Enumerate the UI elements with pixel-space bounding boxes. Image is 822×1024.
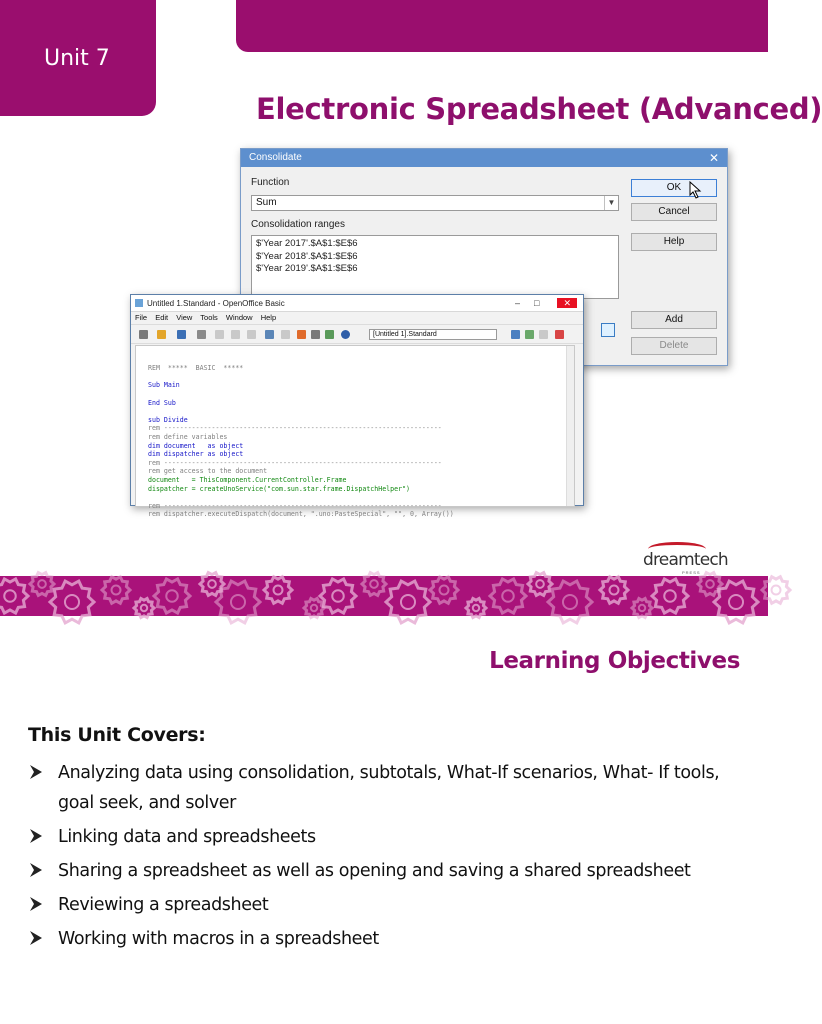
gear-icon (632, 599, 652, 618)
close-icon[interactable]: ✕ (557, 298, 577, 308)
objective-item (28, 890, 758, 920)
objective-text: Working with macros in a spreadsheet (58, 929, 379, 949)
editor-menubar (131, 312, 583, 324)
close-icon[interactable]: ✕ (708, 151, 719, 165)
function-value: Sum (256, 197, 277, 208)
arrow-bullet-icon (28, 860, 44, 880)
function-label: Function (251, 177, 290, 188)
objectives-list (28, 758, 758, 958)
gear-icon (430, 577, 458, 604)
dreamtech-logo (640, 540, 728, 574)
page-title: Electronic Spreadsheet (Advanced) (256, 92, 822, 126)
gears-decoration (0, 576, 768, 616)
range-item[interactable]: $'Year 2019'.$A$1:$E$6 (256, 263, 358, 274)
paste-icon[interactable] (247, 330, 256, 339)
code-line: rem ---------------------------------------------------------------------- (148, 501, 442, 510)
gear-icon (466, 599, 486, 618)
gear-icon (600, 577, 628, 604)
gear-icon (216, 581, 260, 623)
undo-icon[interactable] (265, 330, 274, 339)
save-icon[interactable] (177, 330, 186, 339)
gear-icon (714, 581, 758, 623)
menu-tools[interactable]: Tools (200, 313, 218, 322)
objective-text: Sharing a spreadsheet as well as opening and saving a shared spreadsheet (58, 861, 691, 881)
app-icon (135, 299, 143, 307)
dialog-icon[interactable] (325, 330, 334, 339)
logo-text: dreamtech (643, 550, 728, 570)
arrow-bullet-icon (28, 826, 44, 846)
arrow-bullet-icon (28, 762, 44, 782)
objective-item (28, 924, 758, 954)
gear-icon (762, 577, 790, 604)
run-icon[interactable] (525, 330, 534, 339)
code-line: End Sub (148, 398, 176, 407)
editor-titlebar (131, 295, 583, 312)
delete-button[interactable]: Delete (631, 337, 717, 355)
code-line (148, 373, 574, 382)
learning-objectives-title: Learning Objectives (489, 648, 740, 674)
code-line: document = ThisComponent.CurrentController.Frame (148, 475, 347, 484)
new-icon[interactable] (139, 330, 148, 339)
open-icon[interactable] (157, 330, 166, 339)
ranges-label: Consolidation ranges (251, 219, 345, 230)
mouse-cursor-icon (689, 181, 703, 199)
code-line: rem ---------------------------------------------------------------------- (148, 424, 442, 433)
code-line: Sub Main (148, 381, 180, 390)
gear-icon (386, 581, 430, 623)
unit-label: Unit 7 (44, 46, 110, 71)
consolidation-ranges-list[interactable] (251, 235, 619, 299)
gear-icon (264, 577, 292, 604)
library-combo-value: [Untitled 1].Standard (373, 331, 437, 338)
objective-text: Reviewing a spreadsheet (58, 895, 269, 915)
module-icon[interactable] (311, 330, 320, 339)
unit-tab (0, 0, 156, 116)
logo-subtext: PRESS (682, 570, 701, 575)
gears-band (0, 576, 768, 616)
window-controls (515, 295, 577, 312)
print-icon[interactable] (197, 330, 206, 339)
redo-icon[interactable] (281, 330, 290, 339)
gear-icon (528, 573, 552, 596)
objective-item (28, 822, 758, 852)
add-button[interactable]: Add (631, 311, 717, 329)
copy-icon[interactable] (231, 330, 240, 339)
dialog-titlebar (241, 149, 727, 167)
help-button[interactable]: Help (631, 233, 717, 251)
objective-item (28, 856, 758, 886)
code-line (148, 390, 574, 399)
objective-text: Linking data and spreadsheets (58, 827, 316, 847)
shrink-icon[interactable] (601, 323, 615, 337)
function-select[interactable] (251, 195, 619, 211)
basic-editor-window (130, 294, 584, 519)
code-line: dispatcher = createUnoService("com.sun.star.frame.DispatchHelper") (148, 484, 411, 493)
gear-icon (102, 577, 130, 604)
menu-file[interactable]: File (135, 313, 148, 322)
header-bar (236, 0, 768, 52)
dialog-title: Consolidate (249, 152, 302, 163)
gear-icon (30, 573, 54, 596)
code-editor[interactable] (135, 345, 575, 519)
stop-icon[interactable] (539, 330, 548, 339)
menu-window[interactable]: Window (225, 313, 253, 322)
gear-icon (548, 581, 592, 623)
objective-text: Analyzing data using consolidation, subtotals, What-If scenarios, What- If tools, goal seek, and solver (58, 763, 720, 813)
macro-icon[interactable] (297, 330, 306, 339)
gear-icon (50, 581, 94, 623)
minimize-icon[interactable]: – (515, 298, 535, 308)
code-line: rem get access to the document (148, 467, 268, 476)
gear-icon (304, 599, 324, 618)
code-line (148, 493, 574, 502)
ok-button[interactable]: OK (631, 179, 717, 197)
cancel-button[interactable]: Cancel (631, 203, 717, 221)
code-line: dim document as object (148, 441, 244, 450)
range-item[interactable]: $'Year 2018'.$A$1:$E$6 (256, 250, 358, 262)
breakpoint-icon[interactable] (555, 330, 564, 339)
gear-icon (134, 599, 154, 618)
compile-icon[interactable] (511, 330, 520, 339)
menu-help[interactable]: Help (260, 313, 277, 322)
arrow-bullet-icon (28, 894, 44, 914)
gear-icon (362, 573, 386, 596)
gear-icon (490, 579, 526, 613)
code-line: rem dispatcher.executeDispatch(document, ".uno:PasteSpecial", "", 0, Array()) (148, 510, 454, 519)
cut-icon[interactable] (215, 330, 224, 339)
editor-title: Untitled 1.Standard - OpenOffice Basic (147, 299, 285, 308)
editor-scrollbar[interactable] (566, 346, 574, 506)
gear-icon (320, 579, 356, 613)
code-line: dim dispatcher as object (148, 450, 244, 459)
gear-icon (0, 579, 28, 613)
editor-toolbar (131, 324, 583, 344)
unit-covers-heading: This Unit Covers: (28, 724, 206, 746)
menu-edit[interactable]: Edit (155, 313, 169, 322)
gear-icon (652, 579, 688, 613)
range-item[interactable]: $'Year 2017'.$A$1:$E$6 (256, 238, 358, 249)
arrow-bullet-icon (28, 928, 44, 948)
code-line: rem define variables (148, 432, 228, 441)
help-icon[interactable] (341, 330, 350, 339)
maximize-icon[interactable]: □ (534, 298, 554, 308)
gear-icon (154, 579, 190, 613)
code-line (148, 407, 574, 416)
code-line: sub Divide (148, 415, 188, 424)
code-line: REM ***** BASIC ***** (148, 364, 244, 373)
menu-view[interactable]: View (176, 313, 193, 322)
objective-item (28, 758, 758, 818)
code-line: rem ---------------------------------------------------------------------- (148, 458, 442, 467)
chevron-down-icon[interactable]: ▼ (604, 196, 618, 210)
library-combo[interactable] (369, 329, 497, 340)
